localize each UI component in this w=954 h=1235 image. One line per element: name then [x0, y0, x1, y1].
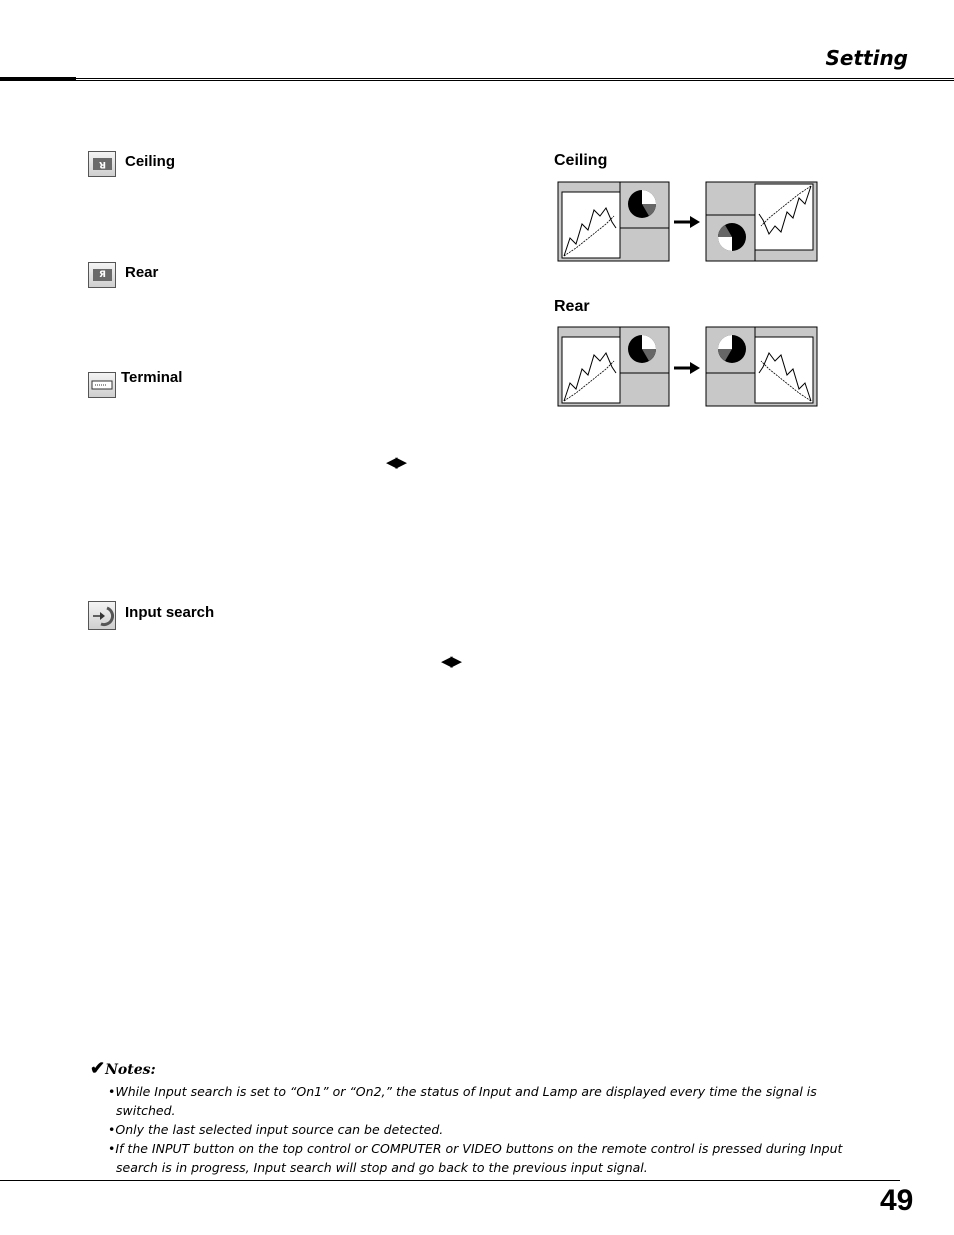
ceiling-arrow [674, 216, 700, 228]
input-search-icon [88, 601, 116, 630]
rear-arrow [674, 362, 700, 374]
left-right-arrows-icon-2: ◀▶ [441, 652, 461, 670]
ceiling-diagram-label: Ceiling [554, 152, 608, 169]
page-number: 49 [880, 1184, 914, 1217]
ceiling-icon: R [88, 151, 116, 177]
note-item: •While Input search is set to “On1” or “On2,” the status of Input and Lamp are displayed every time the signal is switched. [108, 1084, 817, 1118]
ceiling-original-screen [558, 182, 669, 261]
notes-title: Notes: [105, 1062, 156, 1078]
notes-list [108, 1082, 868, 1177]
left-right-arrows-icon: ◀▶ [386, 453, 406, 471]
rear-icon: Я [88, 262, 116, 288]
page-section-title: Setting [825, 46, 908, 70]
notes-heading [90, 1058, 156, 1079]
ceiling-result-screen [706, 182, 817, 261]
checkmark-icon: ✔ [90, 1058, 106, 1079]
footer-rule [0, 1180, 900, 1181]
rear-original-screen [558, 327, 669, 406]
terminal-icon [88, 372, 116, 398]
header-rule-thick [0, 77, 76, 81]
rear-label: Rear [125, 264, 159, 281]
note-item: •Only the last selected input source can be detected. [108, 1122, 444, 1137]
header-rule-thin [76, 78, 954, 79]
input-search-label: Input search [125, 604, 215, 621]
ceiling-label: Ceiling [125, 153, 176, 170]
projection-diagrams [556, 180, 820, 410]
note-item: •If the INPUT button on the top control or COMPUTER or VIDEO buttons on the remote control is pressed during Input search is in progress, Input search will stop and go back to the previous input signal. [108, 1141, 843, 1175]
rear-result-screen [706, 327, 817, 406]
rear-diagram-label: Rear [554, 298, 590, 315]
terminal-label: Terminal [121, 369, 183, 386]
header-rule-thin-2 [76, 80, 954, 81]
